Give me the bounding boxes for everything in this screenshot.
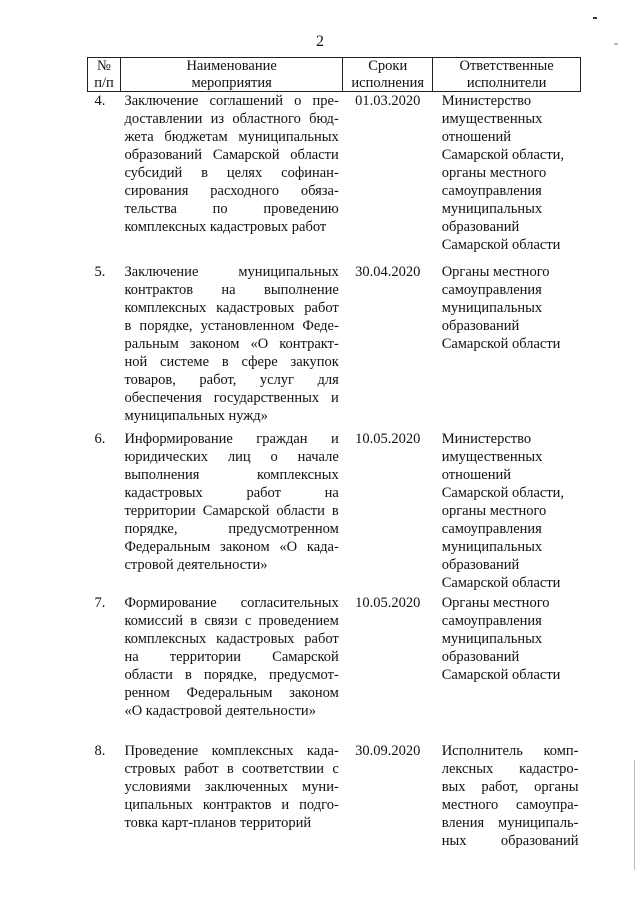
event-name-line: контрактов на выполнение — [124, 282, 339, 298]
responsible-line: самоуправления — [441, 613, 542, 629]
event-name-line: комиссий в связи с проведением — [124, 613, 339, 629]
event-name-line: сирования расходного обяза- — [124, 183, 339, 199]
row-number: 4. — [94, 93, 106, 109]
responsible-line: муниципальных — [441, 300, 543, 316]
responsible-line: ных образований — [441, 833, 579, 849]
responsible-line: Министерство — [441, 431, 532, 447]
event-name-line: доставлении из областного бюд- — [124, 111, 339, 127]
event-name-line: территории Самарской области в — [124, 503, 339, 519]
deadline: 30.04.2020 — [355, 264, 421, 280]
responsible-line: вых работ, органы — [441, 779, 579, 795]
row-number: 7. — [94, 595, 106, 611]
deadline: 01.03.2020 — [355, 93, 421, 109]
responsible-line: Самарской области, — [441, 147, 565, 163]
event-name-line: в порядке, установленном Феде- — [124, 318, 339, 334]
row-number: 5. — [94, 264, 106, 280]
responsible-line: отношений — [441, 467, 511, 483]
event-name-line: кадастровых работ на — [124, 485, 339, 501]
event-name-line: Формирование согласительных — [124, 595, 339, 611]
event-name-line: юридических лиц о начале — [124, 449, 339, 465]
responsible-line: лексных кадастро- — [441, 761, 579, 777]
table-row — [88, 92, 581, 264]
event-name-line: комплексных кадастровых работ — [124, 631, 339, 647]
row-number: 6. — [94, 431, 106, 447]
header-responsible: Ответственные исполнители — [433, 58, 581, 92]
responsible-line: имущественных — [441, 449, 543, 465]
event-name-line: образований Самарской области — [124, 147, 339, 163]
responsible-line: органы местного — [441, 165, 547, 181]
responsible-line: Исполнитель комп- — [441, 743, 579, 759]
event-name-line: области в порядке, предусмот- — [124, 667, 339, 683]
event-name-line: ципальных контрактов и подго- — [124, 797, 339, 813]
scan-mark — [593, 17, 597, 19]
table-row — [88, 594, 581, 742]
event-name-line: стровой деятельности» — [124, 557, 268, 573]
responsible-line: Самарской области — [441, 237, 561, 253]
responsible-line: органы местного — [441, 503, 547, 519]
event-name-line: тельства по проведению — [124, 201, 339, 217]
events-table — [87, 57, 581, 850]
event-name — [120, 742, 342, 850]
responsible-line: Самарской области — [441, 575, 561, 591]
deadline: 10.05.2020 — [355, 595, 421, 611]
event-name-line: комплексных кадастровых работ — [124, 300, 339, 316]
scan-edge-line — [634, 760, 635, 870]
event-name-line: Федеральным законом «О када- — [124, 539, 339, 555]
header-deadline: Сроки исполнения — [343, 58, 433, 92]
responsible-line: местного самоупра- — [441, 797, 579, 813]
event-name-line: на территории Самарской — [124, 649, 339, 665]
deadline: 30.09.2020 — [355, 743, 421, 759]
event-name-line: условиями заключенных муни- — [124, 779, 339, 795]
event-name — [120, 92, 342, 264]
event-name-line: ральным законом «О контракт- — [124, 336, 339, 352]
event-name-line: субсидий в целях софинан- — [124, 165, 339, 181]
responsible-line: Министерство — [441, 93, 532, 109]
row-number: 8. — [94, 743, 106, 759]
responsible — [433, 92, 581, 264]
table-row — [88, 742, 581, 850]
page-number: 2 — [316, 33, 324, 50]
responsible-line: образований — [441, 557, 520, 573]
event-name-line: «О кадастровой деятельности» — [124, 703, 316, 719]
table-row — [88, 263, 581, 430]
responsible-line: вления муниципаль- — [441, 815, 579, 831]
header-name: Наименование мероприятия — [120, 58, 342, 92]
responsible-line: муниципальных — [441, 631, 543, 647]
event-name-line: выполнения комплексных — [124, 467, 339, 483]
responsible-line: Органы местного — [441, 595, 550, 611]
responsible-line: самоуправления — [441, 521, 542, 537]
event-name — [120, 430, 342, 594]
event-name — [120, 263, 342, 430]
table-header-row — [88, 58, 581, 92]
responsible-line: Самарской области — [441, 336, 561, 352]
table-row — [88, 430, 581, 594]
event-name-line: Информирование граждан и — [124, 431, 339, 447]
responsible-line: муниципальных — [441, 201, 543, 217]
responsible-line: Органы местного — [441, 264, 550, 280]
responsible-line: Самарской области, — [441, 485, 565, 501]
header-number: № п/п — [88, 58, 121, 92]
responsible-line: образований — [441, 219, 520, 235]
event-name — [120, 594, 342, 742]
responsible-line: самоуправления — [441, 183, 542, 199]
event-name-line: товка карт-планов территорий — [124, 815, 312, 831]
event-name-line: Проведение комплексных када- — [124, 743, 339, 759]
responsible — [433, 594, 581, 742]
responsible-line: отношений — [441, 129, 511, 145]
event-name-line: муниципальных нужд» — [124, 408, 268, 424]
event-name-line: порядке, предусмотренном — [124, 521, 339, 537]
event-name-line: Заключение соглашений о пре- — [124, 93, 339, 109]
scan-mark-side: - — [614, 36, 618, 50]
responsible-line: муниципальных — [441, 539, 543, 555]
event-name-line: товаров, работ, услуг для — [124, 372, 339, 388]
event-name-line: жета бюджетам муниципальных — [124, 129, 339, 145]
responsible-line: образований — [441, 649, 520, 665]
event-name-line: комплексных кадастровых работ — [124, 219, 327, 235]
responsible — [433, 263, 581, 430]
responsible-line: самоуправления — [441, 282, 542, 298]
event-name-line: ренном Федеральным законом — [124, 685, 339, 701]
event-name-line: стровых работ в соответствии с — [124, 761, 339, 777]
event-name-line: обеспечения государственных и — [124, 390, 339, 406]
responsible-line: образований — [441, 318, 520, 334]
responsible — [433, 430, 581, 594]
responsible — [433, 742, 581, 850]
deadline: 10.05.2020 — [355, 431, 421, 447]
responsible-line: имущественных — [441, 111, 543, 127]
event-name-line: ной системе в сфере закупок — [124, 354, 339, 370]
responsible-line: Самарской области — [441, 667, 561, 683]
event-name-line: Заключение муниципальных — [124, 264, 339, 280]
